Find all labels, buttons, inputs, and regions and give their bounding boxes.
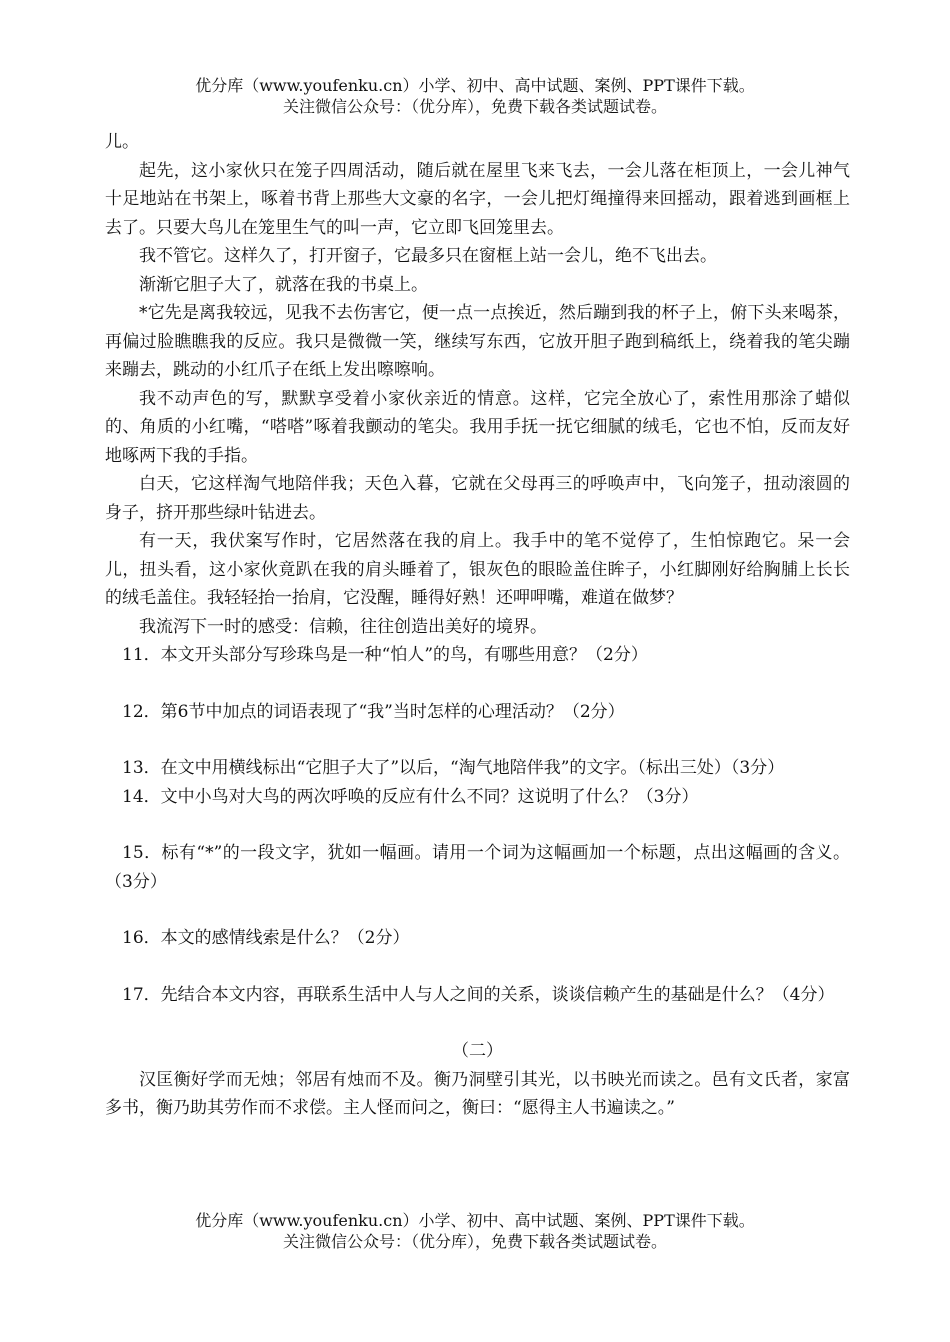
section-title: （二） xyxy=(452,1041,503,1061)
answer-space xyxy=(105,1009,850,1037)
passage-paragraph: 我流泻下一时的感受：信赖，往往创造出美好的境界。 xyxy=(139,616,547,637)
page-content xyxy=(105,128,850,1123)
header-line-2: 关注微信公众号：（优分库），免费下载各类试题试卷。 xyxy=(282,97,667,116)
question-12: 12．第6节中加点的词语表现了“我”当时怎样的心理活动？（2分） xyxy=(122,701,625,722)
question-16: 16．本文的感情线索是什么？（2分） xyxy=(122,928,410,948)
footer-line-2: 关注微信公众号：（优分库），免费下载各类试题试卷。 xyxy=(282,1232,667,1251)
passage-paragraph: 有一天，我伏案写作时，它居然落在我的肩上。我手中的笔不觉停了，生怕惊跑它。呆一会儿，扭头看，这小家伙竟趴在我的肩头睡着了，银灰色的眼睑盖住眸子，小红脚刚好给胸脯上长长的绒毛盖住。我轻轻抬一抬肩，它没醒，睡得好熟！还呷呷嘴，难道在做梦？ xyxy=(105,531,850,608)
question-15: 15．标有“*”的一段文字，犹如一幅画。请用一个词为这幅画加一个标题，点出这幅画的含义。（3分） xyxy=(105,843,850,892)
question-13: 13．在文中用横线标出“它胆子大了”以后，“淘气地陪伴我”的文字。（标出三处）（3分） xyxy=(122,758,785,778)
answer-space xyxy=(105,896,850,924)
question-14: 14．文中小鸟对大鸟的两次呼唤的反应有什么不同？这说明了什么？（3分） xyxy=(122,786,699,807)
passage-paragraph: 儿。 xyxy=(105,132,139,152)
classical-passage: 汉匡衡好学而无烛；邻居有烛而不及。衡乃洞壁引其光，以书映光而读之。邑有文氏者，家富多书，衡乃助其劳作而不求偿。主人怪而问之，衡曰：“愿得主人书遍读之。” xyxy=(105,1069,850,1118)
passage-paragraph: 我不动声色的写，默默享受着小家伙亲近的情意。这样，它完全放心了，索性用那涂了蜡似的、角质的小红嘴，“嗒嗒”啄着我颤动的笔尖。我用手抚一抚它细腻的绒毛，它也不怕，反而友好地啄两下我的手指。 xyxy=(105,388,850,466)
footer-line-1: 优分库（www.youfenku.cn）小学、初中、高中试题、案例、PPT课件下载。 xyxy=(195,1211,755,1230)
passage-paragraph: 白天，它这样淘气地陪伴我；天色入暮，它就在父母再三的呼唤声中，飞向笼子，扭动滚圆的身子，挤开那些绿叶钻进去。 xyxy=(105,474,850,523)
question-17: 17．先结合本文内容，再联系生活中人与人之间的关系，谈谈信赖产生的基础是什么？（4分） xyxy=(122,984,835,1005)
page-header xyxy=(0,75,950,117)
passage-paragraph: 起先，这小家伙只在笼子四周活动，随后就在屋里飞来飞去，一会儿落在柜顶上，一会儿神气十足地站在书架上，啄着书背上那些大文豪的名字，一会儿把灯绳撞得来回摇动，跟着逃到画框上去了。只要大鸟儿在笼里生气的叫一声，它立即飞回笼里去。 xyxy=(105,160,850,238)
answer-space xyxy=(105,670,850,698)
answer-space xyxy=(105,953,850,981)
answer-space xyxy=(105,726,850,754)
passage-paragraph: 我不管它。这样久了，打开窗子，它最多只在窗框上站一会儿，绝不飞出去。 xyxy=(139,246,717,266)
header-line-1: 优分库（www.youfenku.cn）小学、初中、高中试题、案例、PPT课件下载。 xyxy=(195,76,755,95)
passage-paragraph: 渐渐它胆子大了，就落在我的书桌上。 xyxy=(139,274,428,295)
question-11: 11．本文开头部分写珍珠鸟是一种“怕人”的鸟，有哪些用意？（2分） xyxy=(122,645,648,665)
answer-space xyxy=(105,811,850,839)
page-footer xyxy=(0,1210,950,1252)
passage-paragraph-starred: *它先是离我较远，见我不去伤害它，便一点一点挨近，然后蹦到我的杯子上，俯下头来喝茶，再偏过脸瞧瞧我的反应。我只是微微一笑，继续写东西，它放开胆子跑到稿纸上，绕着我的笔尖蹦来蹦去，跳动的小红爪子在纸上发出嚓嚓响。 xyxy=(105,303,850,380)
